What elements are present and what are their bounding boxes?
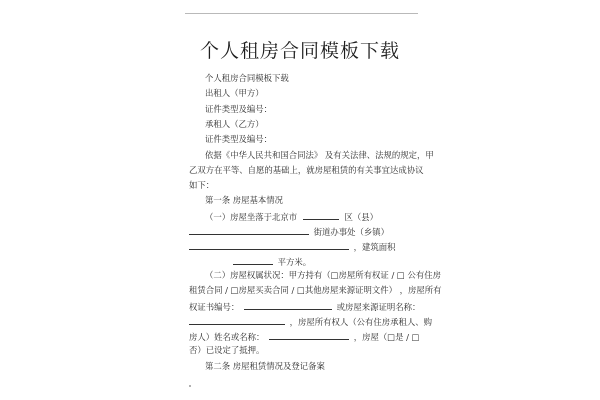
subtitle-line: 个人租房合同模板下载 <box>205 73 289 83</box>
item-1-area <box>189 240 396 253</box>
item-2-owner <box>189 315 432 328</box>
item-2-text-g: ，房屋（□是 / □ <box>353 332 420 342</box>
blank-source-name <box>189 315 285 325</box>
item-2-text-d: 或房屋来源证明名称： <box>336 302 421 312</box>
item-2-certificate <box>189 300 420 313</box>
blank-street <box>189 225 309 235</box>
blank-cert-no <box>244 300 332 310</box>
basis-line-2: 乙双方在平等、自愿的基础上，就房屋租赁的有关事宜达成协议 <box>189 165 424 175</box>
item-1-text-b: 区（县） <box>344 212 378 222</box>
basis-line-1: 依据《中华人民共和国合同法》 及有关法律、法规的规定，甲 <box>205 150 434 160</box>
item-1-text-d: ，建筑面积 <box>353 242 396 252</box>
item-1-text-e: 平方米。 <box>277 257 312 267</box>
basis-line-3: 如下： <box>189 180 215 190</box>
blank-address <box>189 240 349 250</box>
article-2-heading: 第二条 房屋租赁情况及登记备案 <box>205 361 325 371</box>
item-2-line-b: 租赁合同 / □房屋买卖合同 / □其他房屋来源证明文件） ，房屋所有 <box>189 285 442 295</box>
blank-owner-name <box>269 330 349 340</box>
item-2-text-f: 房人）姓名或名称： <box>189 332 265 342</box>
id-type-line-1: 证件类型及编号： <box>205 104 272 114</box>
id-type-line-2: 证件类型及编号： <box>205 134 272 144</box>
item-1-text-a: （一）房屋坐落于北京市 <box>205 212 298 222</box>
blank-area <box>233 255 273 265</box>
item-1-street <box>189 225 389 238</box>
item-1-text-c: 街道办事处（乡镇） <box>313 227 390 237</box>
item-2-line-h: 否）已设定了抵押。 <box>189 345 265 355</box>
item-1-location <box>205 210 378 223</box>
page-dot <box>189 385 191 387</box>
top-divider <box>185 13 418 14</box>
item-2-text-c: 权证书编号： <box>189 302 240 312</box>
blank-district <box>303 210 339 220</box>
article-1-heading: 第一条 房屋基本情况 <box>205 195 284 205</box>
item-2-line-a: （二）房屋权属状况：甲方持有（□房屋所有权证 / □ 公有住房 <box>205 270 442 280</box>
item-1-sqm <box>189 255 311 268</box>
lessee-line: 承租人（乙方） <box>205 119 264 129</box>
lessor-line: 出租人（甲方） <box>205 88 264 98</box>
document-title: 个人租房合同模板下载 <box>199 40 400 62</box>
item-2-owner-name <box>189 330 420 343</box>
item-2-text-e: ，房屋所有权人（公有住房承租人、购 <box>289 317 433 327</box>
